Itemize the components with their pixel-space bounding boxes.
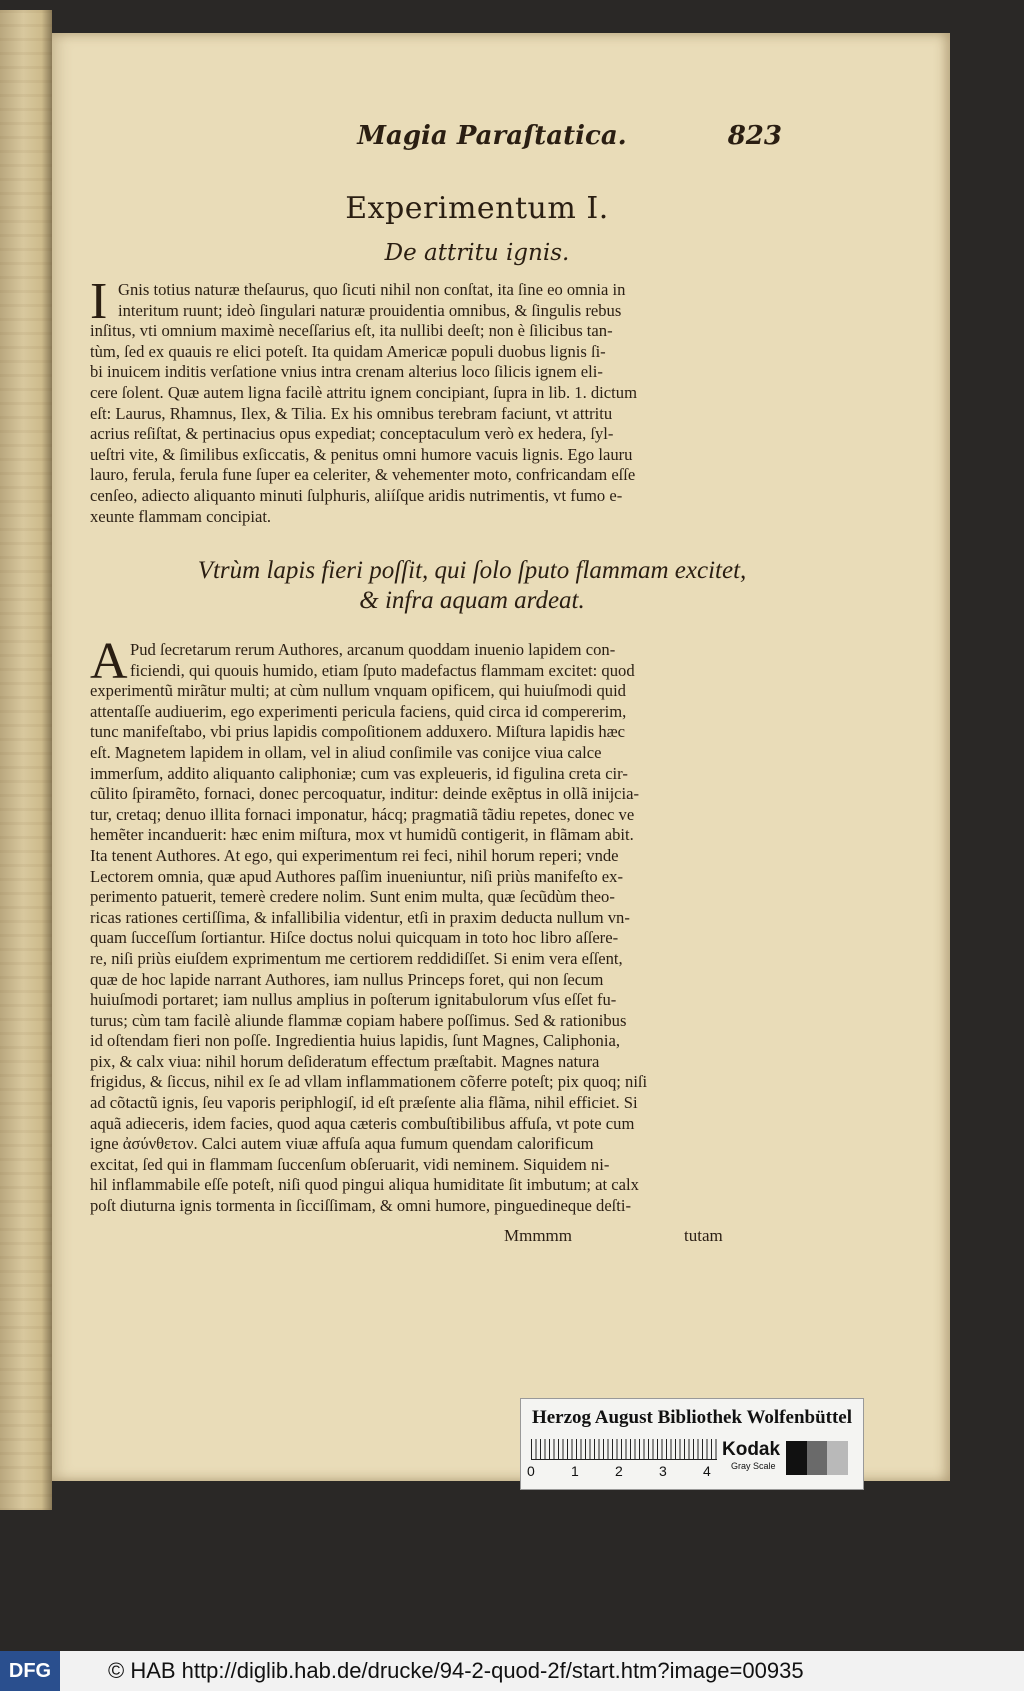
text-line: re, niſi priùs eiuſdem exprimentum me certiorem reddidiſſet. Si enim vera eſſent, — [90, 948, 623, 968]
text-line: ueſtri vite, & ſimilibus exſiccatis, & penitus omni humore vacuis lignis. Ego lauru — [90, 444, 633, 464]
gray-scale-label: Gray Scale — [731, 1461, 776, 1471]
text-line: hemẽter incanduerit: hæc enim miſtura, mox vt humidũ contigerit, in flãmam abit. — [90, 825, 634, 845]
library-scale-card — [520, 1398, 864, 1490]
kodak-logo: Kodak — [722, 1439, 781, 1460]
gray-swatch — [786, 1441, 807, 1475]
library-name: Herzog August Bibliothek Wolfenbüttel — [531, 1407, 853, 1428]
running-title: Magia Paraſtatica. — [357, 121, 627, 151]
ruler-scale — [531, 1439, 717, 1460]
dfg-logo: DFG — [0, 1651, 60, 1691]
text-line: cenſeo, adiecto aliquanto minuti ſulphuris, aliíſque aridis nutrimentis, vt fumo e- — [90, 485, 623, 505]
section-subtitle: De attritu ignis. — [384, 240, 570, 266]
paragraph-de-attritu — [90, 280, 765, 527]
text-line: immerſum, addito aliquanto caliphoniæ; cum vas expleueris, id figulina creta cir- — [90, 763, 628, 783]
text-line: attentaſſe audiuerim, ego experimenti pericula faciens, quid circa id compererim, — [90, 701, 627, 721]
left-page-edge — [0, 10, 52, 1510]
text-line: Pud ſecretarum rerum Authores, arcanum quoddam inuenio lapidem con- — [130, 640, 616, 659]
text-line: lauro, ferula, ferula fune ſuper ea celeriter, & vehementer moto, confricandam eſſe — [90, 465, 636, 485]
text-line: tùm, ſed ex quauis re elici poteſt. Ita quidam Americæ populi duobus lignis ſi- — [90, 341, 606, 361]
section-title: Experimentum I. — [345, 191, 609, 226]
gray-swatch — [827, 1441, 848, 1475]
text-line: xeunte flammam concipiat. — [90, 506, 272, 526]
text-line: hil inflammabile eſſe poteſt, niſi quod pingui aliqua humiditate ſit imbutum; at calx — [90, 1175, 639, 1195]
ruler-label: 4 — [703, 1463, 711, 1479]
text-line: ricas rationes certiſſima, & infallibilia videntur, etſi in praxim deducta nullum vn- — [90, 907, 630, 927]
subheading-line-2: & infra aquam ardeat. — [359, 587, 585, 614]
ruler-labels — [527, 1463, 727, 1481]
text-line: cere ſolent. Quæ autem ligna facilè attritu ignem concipiant, ſupra in lib. 1. dictum — [90, 382, 637, 402]
text-line: igne ἀσύνθετον. Calci autem viuæ affuſa aqua fumum quendam calorificum — [90, 1134, 594, 1154]
text-line: interitum ruunt; ideò ſingulari naturæ prouidentia omnibus, & ſingulis rebus — [118, 300, 622, 320]
gray-swatches — [786, 1441, 848, 1475]
text-line: Lectorem omnia, quæ apud Authores paſſim inueniuntur, niſi priùs manifeſto ex- — [90, 866, 623, 886]
text-line: id oſtendam fieri non poſſe. Ingredientia huius lapidis, ſunt Magnes, Caliphonia, — [90, 1031, 620, 1051]
dropcap-initial: A — [90, 633, 128, 690]
text-line: frigidus, & ſiccus, nihil ex ſe ad vllam inflammationem cõferre poteſt; pix quoq; niſi — [90, 1072, 648, 1092]
text-line: ficiendi, qui quouis humido, etiam ſputo madefactus flammam excitet: quod — [130, 660, 635, 680]
text-line: pix, & calx viua: nihil horum deſideratum effectum præſtabit. Magnes natura — [90, 1051, 600, 1071]
text-line: excitat, ſed qui in flammam ſuccenſum obſeruarit, vidi neminem. Siquidem ni- — [90, 1154, 610, 1174]
text-line: huiuſmodi portaret; iam nullus amplius in poſterum ignitabulorum vſus eſſet fu- — [90, 990, 617, 1010]
source-url-text: © HAB http://diglib.hab.de/drucke/94-2-quod-2f/start.htm?image=00935 — [108, 1658, 804, 1683]
subheading-line-1: Vtrùm lapis fieri poſſit, qui ſolo ſputo flammam excitet, — [197, 557, 747, 584]
text-line: ad cõtactũ ignis, ſeu vaporis periphlogiſ, id eſt præſente alia flãma, nihil efficiet. Si — [90, 1093, 638, 1113]
text-line: experimentũ mirãtur multi; at cùm nullum vnquam opificem, qui huiuſmodi quid — [90, 681, 626, 701]
ruler-label: 2 — [615, 1463, 623, 1479]
gray-swatch — [807, 1441, 828, 1475]
text-line: quam ſucceſſum ſortiantur. Hiſce doctus nolui quicquam in toto hoc libro aſſere- — [90, 928, 619, 948]
text-line: eſt: Laurus, Rhamnus, Ilex, & Tilia. Ex his omnibus terebram faciunt, vt attritu — [90, 403, 613, 423]
text-line: acrius reſiſtat, & pertinacius opus expediat; conceptaculum verò ex hedera, ſyl- — [90, 424, 614, 444]
text-line: Gnis totius naturæ theſaurus, quo ſicuti nihil non conſtat, ita ſine eo omnia in — [118, 280, 626, 299]
text-line: perimento patuerit, temerè credere nolim. Sunt enim multa, quæ ſecũdùm theo- — [90, 887, 615, 907]
text-line: bi inuicem inditis verſatione vnius intra crenam alterius loco ſilicis ignem eli- — [90, 362, 603, 382]
text-line: turus; cùm tam facilè aliunde flammæ copiam habere poſſimus. Sed & rationibus — [90, 1010, 627, 1030]
dropcap-initial: I — [90, 273, 108, 330]
page-number: 823 — [727, 121, 782, 151]
text-line: quæ de hoc lapide narrant Authores, iam nullus Princeps foret, qui non ſecum — [90, 969, 604, 989]
ruler-label: 1 — [571, 1463, 579, 1479]
footer-bar — [0, 1651, 1024, 1691]
text-line: eſt. Magnetem lapidem in ollam, vel in aliud conſimile vas conijce viua calce — [90, 742, 602, 762]
text-line: tur, cretaq; denuo illita fornaci imponatur, hácq; pragmatiã tãdiu repetes, donec ve — [90, 804, 635, 824]
text-line: inſitus, vti omnium maximè neceſſarius eſt, ita nullibi deeſt; non è ſilicibus tan- — [90, 321, 613, 341]
signature-mark: Mmmmm — [504, 1226, 573, 1245]
text-line: poſt diuturna ignis tormenta in ſicciſſimam, & omni humore, pinguedineque deſti- — [90, 1196, 632, 1216]
paragraph-lapis — [90, 640, 765, 1217]
ruler-label: 0 — [527, 1463, 535, 1479]
ruler-label: 3 — [659, 1463, 667, 1479]
book-page — [52, 33, 950, 1481]
text-line: cũlito ſpiramẽto, fornaci, donec percoquatur, inditur: deinde exẽptus in ollã inijcia- — [90, 784, 640, 804]
text-line: aquã adieceris, idem facies, quod aqua cæteris combuſtibilibus affuſa, vt pote cum — [90, 1113, 635, 1133]
text-line: tunc manifeſtabo, vbi prius lapidis compoſitionem adduxero. Miſtura lapidis hæc — [90, 722, 626, 742]
text-line: Ita tenent Authores. At ego, qui experimentum rei feci, nihil horum reperi; vnde — [90, 845, 619, 865]
catchword: tutam — [684, 1226, 723, 1245]
